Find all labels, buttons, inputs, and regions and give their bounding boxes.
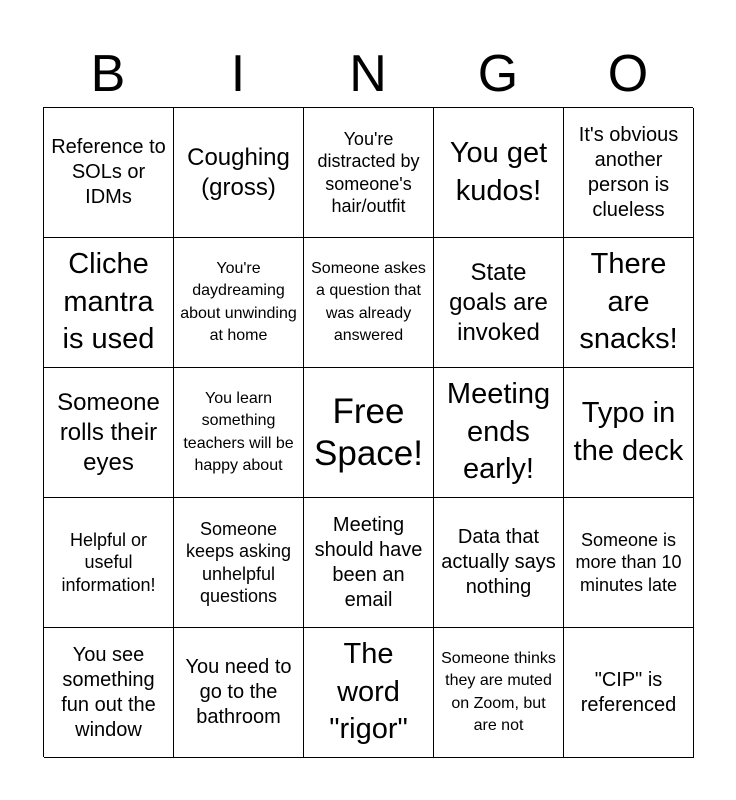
bingo-cell-r1-c2[interactable] — [174, 108, 304, 238]
bingo-cell-r2-c3[interactable] — [304, 238, 434, 368]
cell-text: Helpful or useful information! — [61, 529, 156, 595]
cell-text: Cliche mantra is used — [62, 247, 155, 356]
cell-text: "CIP" is referenced — [580, 668, 677, 716]
bingo-cell-r1-c5[interactable] — [564, 108, 694, 238]
bingo-cell-r2-c5[interactable] — [564, 238, 694, 368]
cell-text: You're daydreaming about unwinding at home — [180, 259, 297, 344]
cell-text: There are snacks! — [579, 247, 678, 356]
bingo-cell-r4-c4[interactable] — [434, 498, 564, 628]
cell-text: You see something fun out the window — [61, 643, 156, 741]
cell-text: Coughing (gross) — [187, 143, 290, 201]
cell-text: You learn something teachers will be happy about — [183, 389, 294, 474]
bingo-board — [43, 107, 693, 757]
bingo-cell-r3-c2[interactable] — [174, 368, 304, 498]
cell-text: Someone thinks they are muted on Zoom, but are not — [441, 649, 556, 734]
bingo-cell-r3-c1[interactable] — [44, 368, 174, 498]
bingo-header — [43, 40, 693, 108]
header-letter-b: B — [90, 45, 126, 103]
bingo-cell-r4-c3[interactable] — [304, 498, 434, 628]
cell-text: Someone keeps asking unhelpful questions — [185, 518, 292, 606]
cell-text: Meeting should have been an email — [314, 513, 423, 611]
header-letter-g: G — [477, 45, 519, 103]
bingo-cell-r5-c4[interactable] — [434, 628, 564, 758]
cell-text: Someone rolls their eyes — [57, 388, 160, 476]
bingo-cell-r5-c3[interactable] — [304, 628, 434, 758]
bingo-cell-r2-c2[interactable] — [174, 238, 304, 368]
header-letter-i: I — [230, 45, 246, 103]
cell-text: Reference to SOLs or IDMs — [51, 136, 166, 208]
bingo-cell-r3-c5[interactable] — [564, 368, 694, 498]
header-letter-n: N — [349, 45, 387, 103]
header-letter-o: O — [607, 45, 649, 103]
bingo-cell-r5-c5[interactable] — [564, 628, 694, 758]
cell-text: Free Space! — [314, 391, 423, 473]
cell-text: State goals are invoked — [449, 258, 548, 346]
bingo-cell-r5-c2[interactable] — [174, 628, 304, 758]
cell-text: You need to go to the bathroom — [185, 656, 292, 728]
bingo-cell-r4-c1[interactable] — [44, 498, 174, 628]
bingo-cell-r3-c3-free-space[interactable] — [304, 368, 434, 498]
bingo-cell-r1-c3[interactable] — [304, 108, 434, 238]
bingo-cell-r1-c4[interactable] — [434, 108, 564, 238]
bingo-cell-r1-c1[interactable] — [44, 108, 174, 238]
bingo-cell-r4-c2[interactable] — [174, 498, 304, 628]
cell-text: Typo in the deck — [573, 396, 684, 467]
bingo-cell-r2-c4[interactable] — [434, 238, 564, 368]
cell-text: It's obvious another person is clueless — [578, 123, 679, 221]
cell-text: Someone is more than 10 minutes late — [575, 529, 682, 595]
bingo-cell-r2-c1[interactable] — [44, 238, 174, 368]
cell-text: You're distracted by someone's hair/outfit — [317, 128, 420, 216]
cell-text: The word "rigor" — [329, 637, 408, 746]
cell-text: You get kudos! — [449, 136, 548, 207]
bingo-cell-r4-c5[interactable] — [564, 498, 694, 628]
cell-text: Meeting ends early! — [446, 377, 551, 486]
cell-text: Data that actually says nothing — [441, 526, 556, 598]
cell-text: Someone askes a question that was already answered — [311, 259, 426, 344]
bingo-cell-r5-c1[interactable] — [44, 628, 174, 758]
bingo-cell-r3-c4[interactable] — [434, 368, 564, 498]
